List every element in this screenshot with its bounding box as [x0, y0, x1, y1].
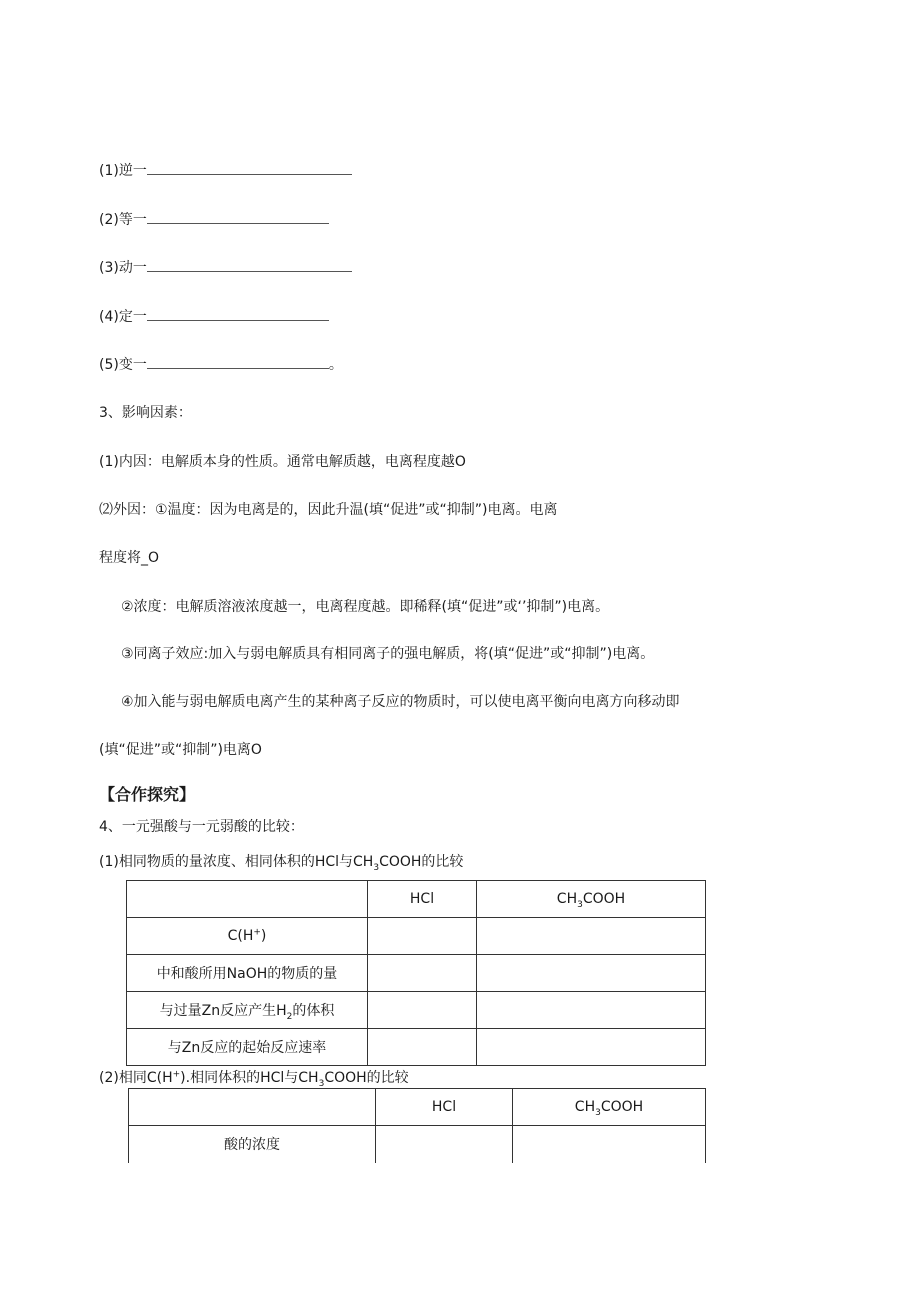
item-change: (5)变一 。 [99, 357, 343, 373]
answer-cell[interactable] [477, 1029, 706, 1066]
table-row [129, 1126, 706, 1163]
header-empty-cell [127, 881, 368, 918]
table-row [127, 1029, 706, 1066]
table2-caption: (2)相同C(H+).相同体积的HCl与$CH_3COOH$的比较 [99, 1069, 409, 1089]
table1-caption: (1)相同物质的量浓度、相同体积的HCl与$CH_3COOH$的比较 [99, 854, 464, 873]
answer-cell[interactable] [368, 992, 477, 1029]
comparison-title: 4、一元强酸与一元弱酸的比较： [99, 819, 304, 835]
table-row [127, 881, 706, 918]
header-ch3cooh: $CH_3COOH$ [477, 881, 706, 918]
answer-cell[interactable] [513, 1126, 706, 1163]
row-label-initial-rate: 与Zn反应的起始反应速率 [127, 1029, 368, 1066]
table-row [127, 918, 706, 955]
item-dynamic [99, 258, 352, 278]
header-hcl: HCl [376, 1089, 513, 1126]
item-label: (3)动一 [99, 260, 147, 276]
answer-cell[interactable] [368, 955, 477, 992]
answer-blank[interactable] [147, 356, 329, 369]
factor-temperature-cont: 程度将_O [99, 550, 160, 566]
comparison-table-2 [128, 1088, 706, 1163]
row-label-naoh: 中和酸所用NaOH的物质的量 [127, 955, 368, 992]
item-equal [99, 210, 329, 230]
comparison-table-1 [126, 880, 706, 1066]
item-label: (5)变一 [99, 357, 147, 373]
row-label-h-concentration: C(H+) [127, 918, 368, 955]
answer-blank[interactable] [147, 259, 352, 272]
header-hcl: HCl [368, 881, 477, 918]
answer-blank[interactable] [147, 308, 329, 321]
row-label-acid-concentration: 酸的浓度 [129, 1126, 376, 1163]
answer-cell[interactable] [477, 992, 706, 1029]
header-empty-cell [129, 1089, 376, 1126]
answer-cell[interactable] [368, 918, 477, 955]
factor-concentration: ②浓度：电解质溶液浓度越一，电离程度越。即稀释(填“促进”或‘’抑制”)电离。 [121, 599, 610, 615]
factor-temperature: ⑵外因：①温度：因为电离是的，因此升温(填“促进”或“抑制”)电离。电离 [99, 502, 558, 518]
item-label: (2)等一 [99, 212, 147, 228]
table-row [129, 1089, 706, 1126]
answer-blank[interactable] [147, 162, 352, 175]
header-ch3cooh: $CH_3COOH$ [513, 1089, 706, 1126]
item-label: (4)定一 [99, 309, 147, 325]
answer-cell[interactable] [376, 1126, 513, 1163]
factor-common-ion: ③同离子效应:加入与弱电解质具有相同离子的强电解质，将(填“促进”或“抑制”)电离。 [121, 646, 655, 662]
answer-cell[interactable] [477, 955, 706, 992]
row-label-h2-volume: 与过量Zn反应产生$H_2$的体积 [127, 992, 368, 1029]
answer-cell[interactable] [368, 1029, 477, 1066]
factor-reacting-substance-cont: (填“促进”或“抑制”)电离O [99, 742, 262, 758]
item-label: (1)逆一 [99, 163, 147, 179]
factor-reacting-substance: ④加入能与弱电解质电离产生的某种离子反应的物质时，可以使电离平衡向电离方向移动即 [121, 694, 680, 710]
item-reverse [99, 161, 352, 181]
item-fixed [99, 307, 329, 327]
table-row [127, 955, 706, 992]
answer-blank[interactable] [147, 211, 329, 224]
factors-title: 3、影响因素： [99, 405, 192, 421]
factor-internal: (1)内因：电解质本身的性质。通常电解质越，电离程度越O [99, 454, 466, 470]
section-heading: 【合作探究】 [99, 785, 196, 804]
answer-cell[interactable] [477, 918, 706, 955]
table-row [127, 992, 706, 1029]
